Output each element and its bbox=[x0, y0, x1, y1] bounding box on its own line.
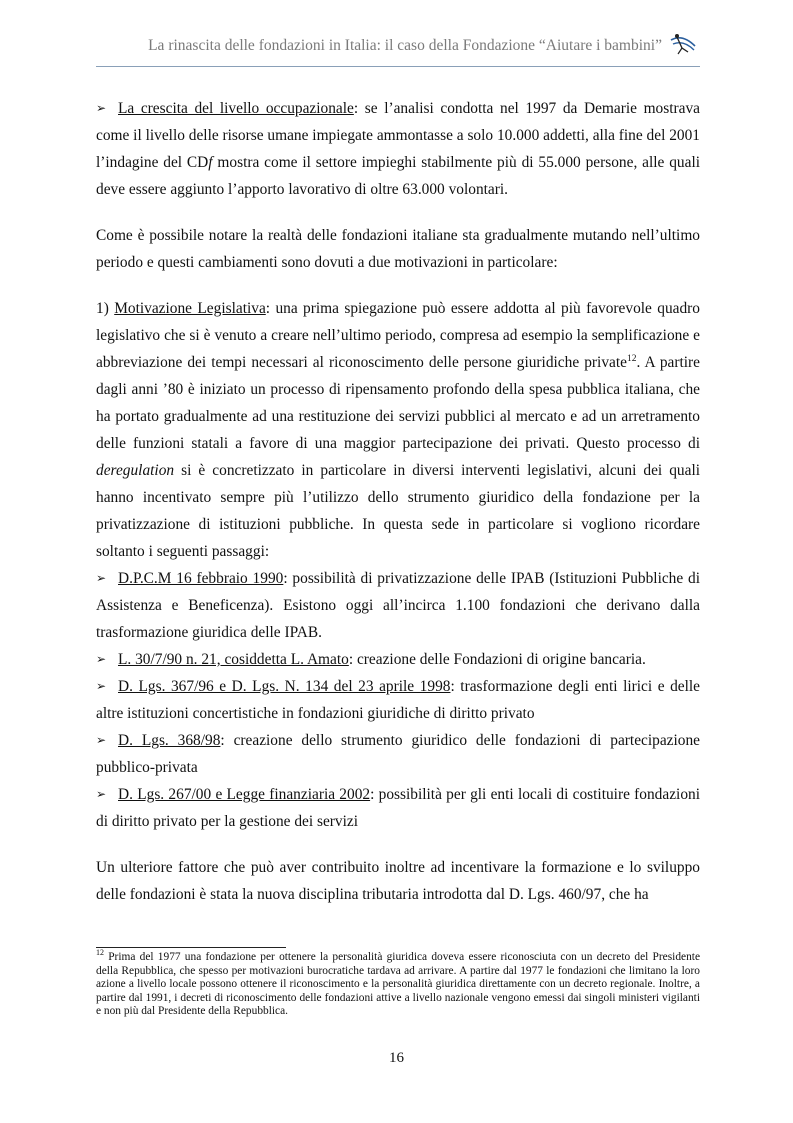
footnote-text: Prima del 1977 una fondazione per ottenere la personalità giuridica doveva essere riconosciuta con un decreto del Presidente della Repubblica, che spesso per motivazioni burocratiche tardava ad arrivare. A partire dal 1977 le fondazioni che limitano la loro azione a livello locale possono ottenere il riconoscimento e la personalità giuridica direttamente con un decreto regionale. Inoltre, a partire dal 1991, i decreti di riconoscimento delle fondazioni attive a livello nazionale vengono emessi dai singoli ministeri vigilanti e non più dal Presidente della Repubblica. bbox=[96, 951, 700, 1018]
list-number: 1) bbox=[96, 300, 115, 317]
paragraph-motivazione-legislativa bbox=[96, 295, 700, 565]
paragraph-text: . A partire dagli anni ’80 è iniziato un processo di ripensamento profondo della spesa pubblica italiana, che ha portato gradualmente ad una restituzione dei servizi pubblici al mercato e ad un arretramento delle funzioni statali a favore di una maggior partecipazione dei privati. Questo processo di bbox=[96, 354, 700, 452]
law-reference: D. Lgs. 267/00 e Legge finanziaria 2002 bbox=[118, 786, 371, 803]
section-lead: Motivazione Legislativa bbox=[114, 300, 266, 317]
footnote-divider bbox=[96, 947, 286, 948]
law-description: : possibilità per gli enti locali di costituire fondazioni di diritto privato per la gestione dei servizi bbox=[96, 786, 700, 830]
list-item-law bbox=[96, 673, 700, 727]
paragraph-intro: Come è possibile notare la realtà delle fondazioni italiane sta gradualmente mutando nell’ultimo periodo e questi cambiamenti sono dovuti a due motivazioni in particolare: bbox=[96, 227, 700, 271]
law-description: : trasformazione degli enti lirici e delle altre istituzioni concertistiche in fondazioni giuridiche di diritto privato bbox=[96, 678, 700, 722]
law-description: : possibilità di privatizzazione delle IPAB (Istituzioni Pubbliche di Assistenza e Beneficenza). Esistono oggi all’incirca 1.100 fondazioni che derivano dalla trasformazione giuridica delle IPAB. bbox=[96, 570, 700, 641]
italic-text: deregulation bbox=[96, 462, 175, 479]
paragraph-occupazione bbox=[96, 95, 700, 203]
list-item-law bbox=[96, 646, 700, 673]
foundation-logo-icon bbox=[668, 32, 698, 60]
page-number: 16 bbox=[389, 1050, 404, 1066]
footnote-ref: 12 bbox=[626, 353, 637, 364]
arrow-bullet-icon: ➢ bbox=[96, 652, 107, 666]
page-header bbox=[96, 32, 698, 64]
list-item-law bbox=[96, 565, 700, 646]
spacer bbox=[96, 835, 700, 854]
paragraph-disciplina-tributaria: Un ulteriore fattore che può aver contribuito inoltre ad incentivare la formazione e lo sviluppo delle fondazioni è stata la nuova disciplina tributaria introdotta dal D. Lgs. 460/97, che ha bbox=[96, 859, 700, 903]
header-divider bbox=[96, 66, 700, 67]
list-item-law bbox=[96, 781, 700, 835]
paragraph-text: mostra come il settore impieghi stabilmente più di 55.000 persone, alle quali deve essere aggiunto l’apporto lavorativo di oltre 63.000 volontari. bbox=[96, 154, 700, 198]
law-reference: D. Lgs. 367/96 e D. Lgs. N. 134 del 23 aprile 1998 bbox=[118, 678, 451, 695]
arrow-bullet-icon: ➢ bbox=[96, 571, 107, 585]
law-description: : creazione delle Fondazioni di origine bancaria. bbox=[348, 651, 646, 668]
paragraph-text: si è concretizzato in particolare in diversi interventi legislativi, alcuni dei quali hanno incentivato sempre più l’utilizzo dello strumento giuridico della fondazione per la privatizzazione di istituzioni pubbliche. In questa sede in particolare si vogliono ricordare soltanto i seguenti passaggi: bbox=[96, 462, 700, 560]
law-reference: D.P.C.M 16 febbraio 1990 bbox=[118, 570, 284, 587]
arrow-bullet-icon: ➢ bbox=[96, 101, 107, 115]
italic-text: f bbox=[208, 154, 213, 171]
law-reference: L. 30/7/90 n. 21, cosiddetta L. Amato bbox=[118, 651, 349, 668]
law-description: : creazione dello strumento giuridico delle fondazioni di partecipazione pubblico-privata bbox=[96, 732, 700, 776]
header-title: La rinascita delle fondazioni in Italia: il caso della Fondazione “Aiutare i bambini” bbox=[148, 37, 662, 54]
paragraph-text: : una prima spiegazione può essere addotta al più favorevole quadro legislativo che si è venuto a creare nell’ultimo periodo, compresa ad esempio la semplificazione e abbreviazione dei tempi necessari al riconoscimento delle persone giuridiche private bbox=[96, 300, 701, 371]
footnote-number: 12 bbox=[96, 948, 104, 958]
page-body bbox=[96, 95, 700, 908]
bullet-lead: La crescita del livello occupazionale bbox=[118, 100, 354, 117]
arrow-bullet-icon: ➢ bbox=[96, 733, 107, 747]
arrow-bullet-icon: ➢ bbox=[96, 679, 107, 693]
paragraph-text: : se l’analisi condotta nel 1997 da Demarie mostrava come il livello delle risorse umane impiegate ammontasse a solo 10.000 addetti, alla fine del 2001 l’indagine del CD bbox=[96, 100, 700, 171]
law-reference: D. Lgs. 368/98 bbox=[118, 732, 221, 749]
arrow-bullet-icon: ➢ bbox=[96, 787, 107, 801]
footnote bbox=[96, 948, 700, 1019]
list-item-law bbox=[96, 727, 700, 781]
